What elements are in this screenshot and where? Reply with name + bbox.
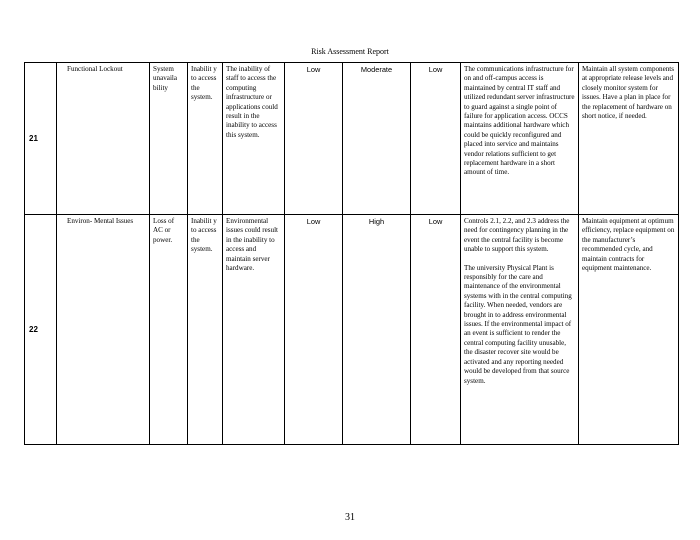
table-row [25, 215, 679, 445]
threat-cell: Environ- Mental Issues [57, 215, 150, 445]
controls-cell [461, 63, 579, 215]
controls-paragraph: The communications infrastructure for on and off-campus access is maintained by central IT staff and utilized redundant server infrastructure to guard against a single point of failure for application access. OCCS maintains additional hardware which could be quickly reconfigured and placed into service and maintains vendor relations sufficient to get replacement hardware in a short amount of time. [464, 65, 575, 177]
risk-level-cell: Low [411, 215, 461, 445]
likelihood-cell: Low [285, 63, 343, 215]
description-cell: The inability of staff to access the computing infrastructure or applications could result in the inability to access this system. [223, 63, 285, 215]
risk-level-cell: Low [411, 63, 461, 215]
threat-cell: Functional Lockout [57, 63, 150, 215]
page-number: 31 [345, 512, 355, 523]
impact-level-cell: Moderate [343, 63, 411, 215]
likelihood-cell: Low [285, 215, 343, 445]
table-row [25, 63, 679, 215]
impact-cell: Inabilit y to access the system. [188, 215, 223, 445]
controls-paragraph: Controls 2.1, 2.2, and 2.3 address the need for contingency planning in the event the central facility is become unable to support this system. [464, 217, 570, 254]
report-header: Risk Assessment Report [311, 47, 389, 56]
controls-cell [461, 215, 579, 445]
recommendation-cell: Maintain equipment at optimum efficiency, replace equipment on the manufacturer’s recommended cycle, and maintain contracts for equipment maintenance. [579, 215, 679, 445]
recommendation-cell: Maintain all system components at appropriate release levels and closely monitor system for issues. Have a plan in place for the replacement of hardware on short notice, if needed. [579, 63, 679, 215]
risk-assessment-table [24, 62, 679, 445]
row-number: 22 [25, 215, 57, 445]
impact-level-cell: High [343, 215, 411, 445]
vulnerability-cell: Loss of AC or power. [150, 215, 188, 445]
description-cell: Environmental issues could result in the inability to access and maintain server hardware. [223, 215, 285, 445]
vulnerability-cell: System unavaila bility [150, 63, 188, 215]
impact-cell: Inabilit y to access the system. [188, 63, 223, 215]
controls-paragraph: The university Physical Plant is responsibly for the care and maintenance of the environmental systems with in the central computing facility. When needed, vendors are brought in to address environmental issues. If the environmental impact of an event is sufficient to render the central computing facility unusable, the disaster recover site would be activated and any reporting needed would be developed from that source system. [464, 263, 572, 385]
row-number: 21 [25, 63, 57, 215]
